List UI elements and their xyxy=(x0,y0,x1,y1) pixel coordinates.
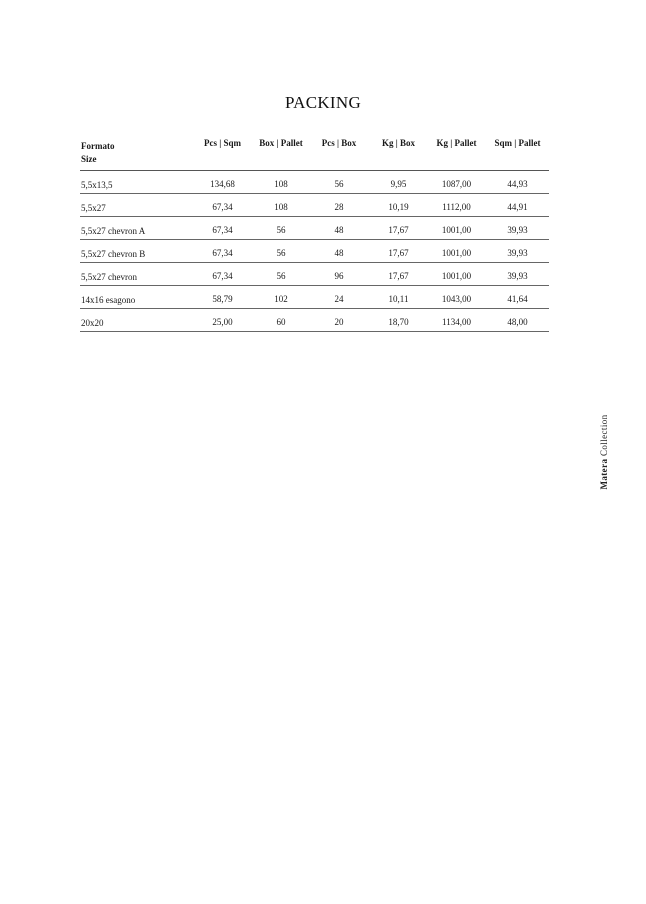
cell-pcs-sqm: 67,34 xyxy=(212,225,233,235)
cell-box-pallet: 102 xyxy=(274,294,288,304)
cell-sqm-pallet: 41,64 xyxy=(507,294,528,304)
cell-sqm-pallet: 39,93 xyxy=(507,271,528,281)
cell-kg-box: 17,67 xyxy=(388,248,409,258)
cell-kg-box: 17,67 xyxy=(388,225,409,235)
cell-box-pallet: 56 xyxy=(276,248,286,258)
cell-sqm-pallet: 39,93 xyxy=(507,248,528,258)
table-row xyxy=(80,171,549,194)
cell-size: 14x16 esagono xyxy=(81,295,136,305)
collection-side-label xyxy=(599,414,609,489)
cell-box-pallet: 60 xyxy=(276,317,286,327)
cell-box-pallet: 56 xyxy=(276,225,286,235)
header-size-line1: Formato xyxy=(81,141,115,151)
cell-pcs-box: 24 xyxy=(334,294,344,304)
header-sqm-pallet: Sqm | Pallet xyxy=(494,138,541,148)
cell-kg-box: 18,70 xyxy=(388,317,409,327)
table-row xyxy=(80,217,549,240)
cell-size: 5,5x27 chevron B xyxy=(81,249,146,259)
table-row xyxy=(80,194,549,217)
packing-table xyxy=(80,137,549,332)
table-row xyxy=(80,240,549,263)
cell-pcs-sqm: 67,34 xyxy=(212,248,233,258)
table-header xyxy=(80,137,549,171)
header-size-line2: Size xyxy=(81,154,97,164)
cell-kg-pallet: 1112,00 xyxy=(442,202,471,212)
cell-size: 20x20 xyxy=(81,318,104,328)
cell-kg-pallet: 1043,00 xyxy=(441,294,472,304)
cell-kg-box: 17,67 xyxy=(388,271,409,281)
cell-pcs-box: 96 xyxy=(334,271,344,281)
cell-kg-box: 10,11 xyxy=(388,294,409,304)
cell-pcs-sqm: 67,34 xyxy=(212,202,233,212)
cell-pcs-box: 48 xyxy=(334,248,344,258)
table-row xyxy=(80,263,549,286)
cell-pcs-sqm: 134,68 xyxy=(210,179,235,189)
table-row xyxy=(80,309,549,332)
cell-kg-pallet: 1001,00 xyxy=(441,248,472,258)
cell-size: 5,5x27 chevron xyxy=(81,272,137,282)
cell-box-pallet: 108 xyxy=(274,179,288,189)
cell-pcs-sqm: 25,00 xyxy=(212,317,233,327)
cell-pcs-box: 28 xyxy=(334,202,344,212)
cell-kg-pallet: 1001,00 xyxy=(441,225,472,235)
cell-sqm-pallet: 44,93 xyxy=(507,179,528,189)
cell-size: 5,5x13,5 xyxy=(81,180,113,190)
header-pcs-box: Pcs | Box xyxy=(321,138,357,148)
cell-kg-pallet: 1087,00 xyxy=(441,179,472,189)
cell-sqm-pallet: 44,91 xyxy=(507,202,528,212)
cell-sqm-pallet: 39,93 xyxy=(507,225,528,235)
header-size xyxy=(81,140,115,166)
cell-pcs-sqm: 58,79 xyxy=(212,294,233,304)
header-kg-pallet: Kg | Pallet xyxy=(436,138,477,148)
cell-kg-box: 10,19 xyxy=(388,202,409,212)
collection-brand: Matera xyxy=(599,458,609,490)
page-title: PACKING xyxy=(284,93,362,112)
header-box-pallet: Box | Pallet xyxy=(259,138,303,148)
collection-word: Collection xyxy=(599,414,609,456)
cell-size: 5,5x27 xyxy=(81,203,106,213)
cell-box-pallet: 56 xyxy=(276,271,286,281)
cell-pcs-box: 56 xyxy=(334,179,344,189)
cell-pcs-box: 48 xyxy=(334,225,344,235)
cell-box-pallet: 108 xyxy=(274,202,288,212)
cell-kg-box: 9,95 xyxy=(390,179,407,189)
cell-pcs-box: 20 xyxy=(334,317,344,327)
table-row xyxy=(80,286,549,309)
cell-kg-pallet: 1001,00 xyxy=(441,271,472,281)
header-kg-box: Kg | Box xyxy=(382,138,415,148)
cell-pcs-sqm: 67,34 xyxy=(212,271,233,281)
cell-size: 5,5x27 chevron A xyxy=(81,226,146,236)
cell-sqm-pallet: 48,00 xyxy=(507,317,528,327)
header-pcs-sqm: Pcs | Sqm xyxy=(204,138,241,148)
cell-kg-pallet: 1134,00 xyxy=(442,317,471,327)
